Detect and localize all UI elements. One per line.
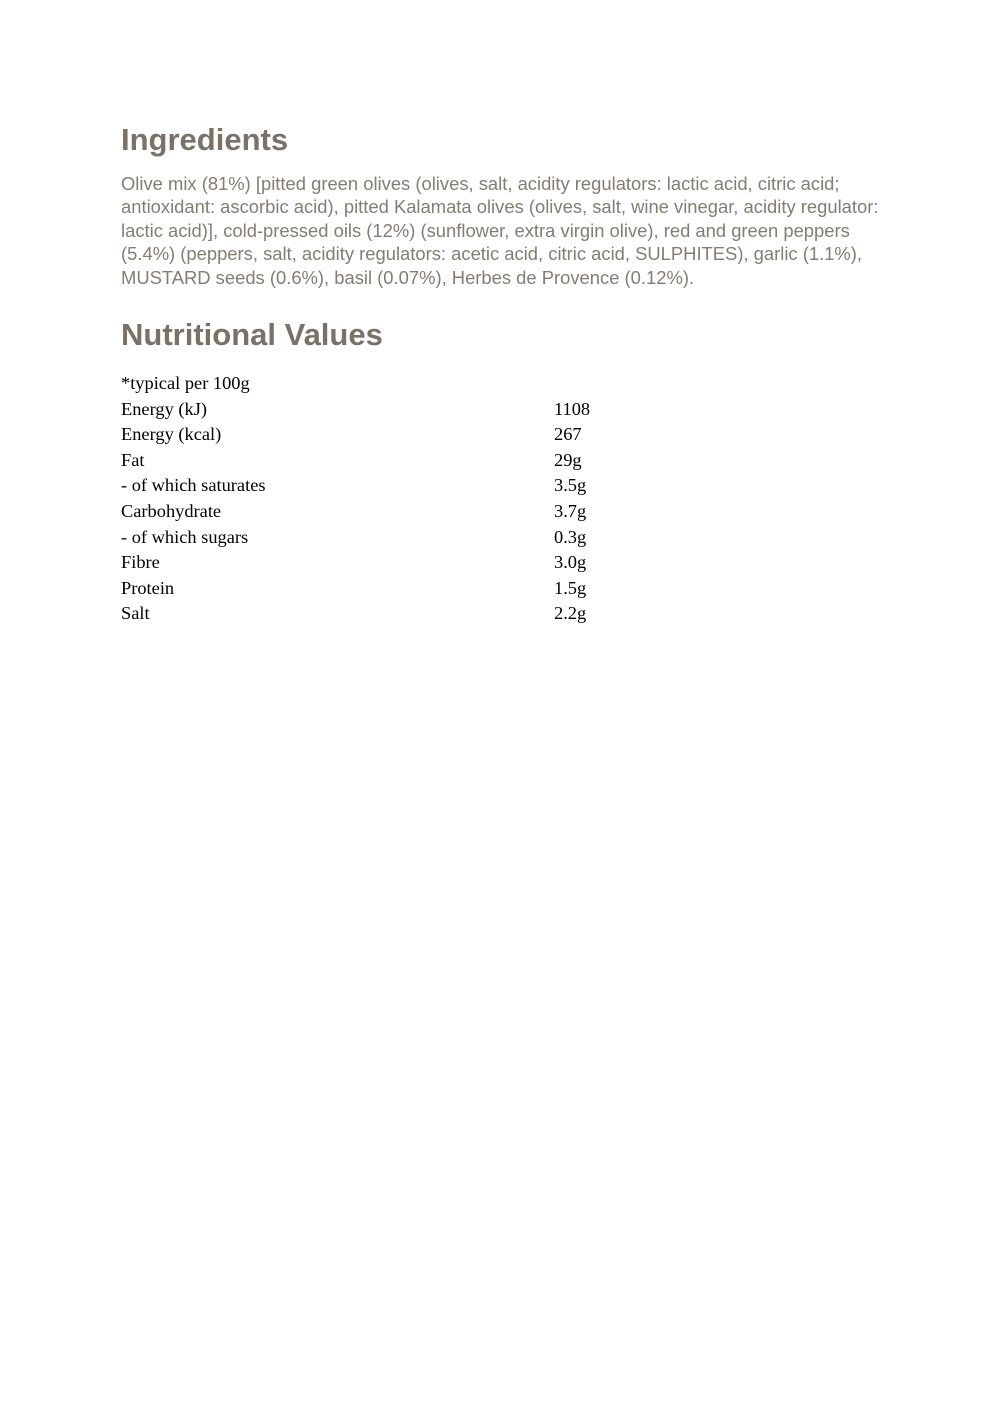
table-row [121, 576, 881, 602]
row-label: *typical per 100g [121, 373, 250, 394]
table-row [121, 448, 881, 474]
row-value: 3.7g [554, 501, 587, 521]
row-value: 3.0g [554, 552, 587, 573]
table-row [121, 499, 881, 525]
row-label: Salt [121, 603, 150, 624]
row-value: 1108 [554, 398, 591, 419]
row-label: - of which saturates [121, 475, 266, 496]
row-label: - of which sugars [121, 526, 249, 547]
row-label: Fat [121, 449, 145, 470]
row-value: 267 [554, 424, 582, 445]
ingredients-text: Olive mix (81%) [pitted green olives (olives, salt, acidity regulators: lactic acid, citric acid; antioxidant: ascorbic acid), pitted Kalamata olives (olives, salt, wine vinegar, acidity regulator: lactic acid)], cold-pressed oils (12%) (sunflower, extra virgin olive), red and green peppers (5.4%) (peppers, salt, acidity regulators: acetic acid, citric acid, SULPHITES), garlic (1.1%), MUSTARD seeds (0.6%), basil (0.07%), Herbes de Provence (0.12%). [121, 173, 879, 288]
table-row [121, 422, 881, 448]
row-value [554, 371, 704, 397]
row-label: Energy (kJ) [121, 398, 207, 419]
row-label: Energy (kcal) [121, 424, 222, 445]
ingredients-heading: Ingredients [121, 122, 289, 157]
table-row [121, 473, 881, 499]
row-label: Carbohydrate [121, 501, 222, 521]
row-value: 0.3g [554, 526, 587, 547]
table-row [121, 550, 881, 576]
table-row [121, 397, 881, 423]
document-page [121, 118, 881, 627]
row-value: 1.5g [554, 577, 587, 598]
table-row [121, 601, 881, 627]
nutrition-table [121, 371, 881, 627]
row-value: 29g [554, 449, 582, 470]
table-row [121, 371, 881, 397]
table-row [121, 525, 881, 551]
row-label: Fibre [121, 552, 160, 573]
row-value: 3.5g [554, 475, 587, 496]
nutritional-values-heading: Nutritional Values [121, 317, 383, 353]
row-value: 2.2g [554, 603, 587, 624]
row-label: Protein [121, 577, 175, 598]
